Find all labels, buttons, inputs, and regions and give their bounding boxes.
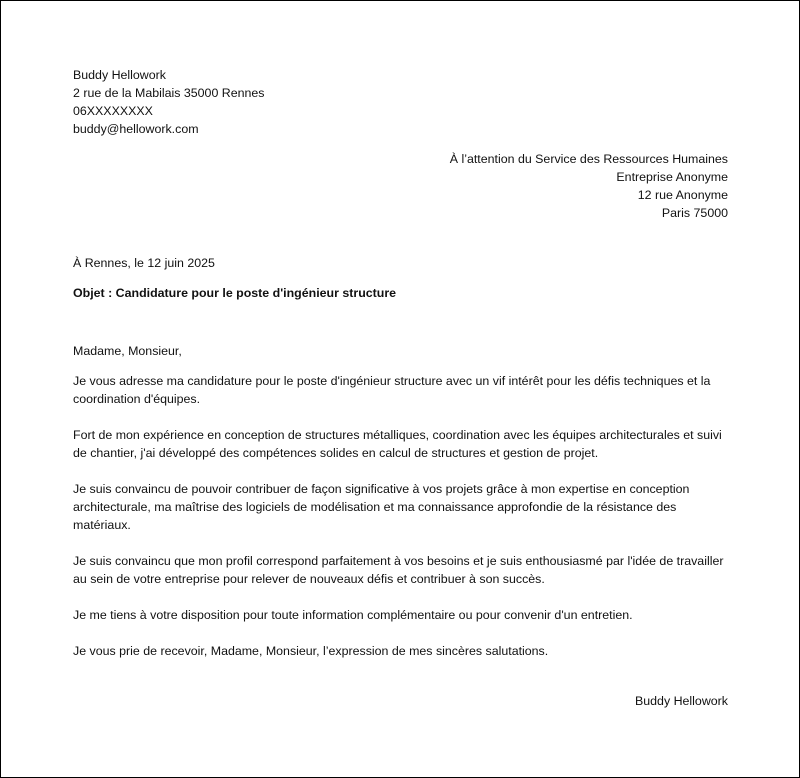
paragraph-motivation: Je suis convaincu que mon profil correspond parfaitement à vos besoins et je suis enthousiasmé par l'idée de travailler au sein de votre entreprise pour relever de nouveaux défis et contribuer à son succès.: [73, 554, 724, 586]
paragraph-closing: Je vous prie de recevoir, Madame, Monsieur, l’expression de mes sincères salutations.: [73, 644, 549, 658]
sender-block: [73, 66, 728, 138]
subject-line: Objet : Candidature pour le poste d'ingénieur structure: [73, 286, 397, 300]
recipient-city: Paris 75000: [661, 206, 728, 220]
signature: Buddy Hellowork: [635, 694, 728, 708]
recipient-attention: À l’attention du Service des Ressources Humaines: [449, 152, 728, 166]
paragraph-introduction: Je vous adresse ma candidature pour le poste d'ingénieur structure avec un vif intérêt pour les défis techniques et la coordination d'équipes.: [73, 374, 711, 406]
paragraph-experience: Fort de mon expérience en conception de structures métalliques, coordination avec les équipes architecturales et suivi de chantier, j'ai développé des compétences solides en calcul de structures et gestion de projet.: [73, 428, 722, 460]
salutation: Madame, Monsieur,: [73, 344, 182, 358]
paragraph-availability: Je me tiens à votre disposition pour toute information complémentaire ou pour convenir d'un entretien.: [73, 608, 633, 622]
recipient-block: [73, 150, 728, 222]
sender-address: 2 rue de la Mabilais 35000 Rennes: [73, 86, 265, 100]
date-line: À Rennes, le 12 juin 2025: [73, 256, 215, 270]
paragraph-expertise: Je suis convaincu de pouvoir contribuer de façon significative à vos projets grâce à mon expertise en conception architecturale, ma maîtrise des logiciels de modélisation et ma connaissance approfondie de la résistance des matériaux.: [73, 482, 690, 532]
sender-email: buddy@hellowork.com: [73, 122, 199, 136]
letter-body: [73, 66, 728, 710]
sender-phone: 06XXXXXXXX: [73, 104, 153, 118]
sender-name: Buddy Hellowork: [73, 68, 166, 82]
recipient-street: 12 rue Anonyme: [637, 188, 728, 202]
recipient-company: Entreprise Anonyme: [616, 170, 728, 184]
